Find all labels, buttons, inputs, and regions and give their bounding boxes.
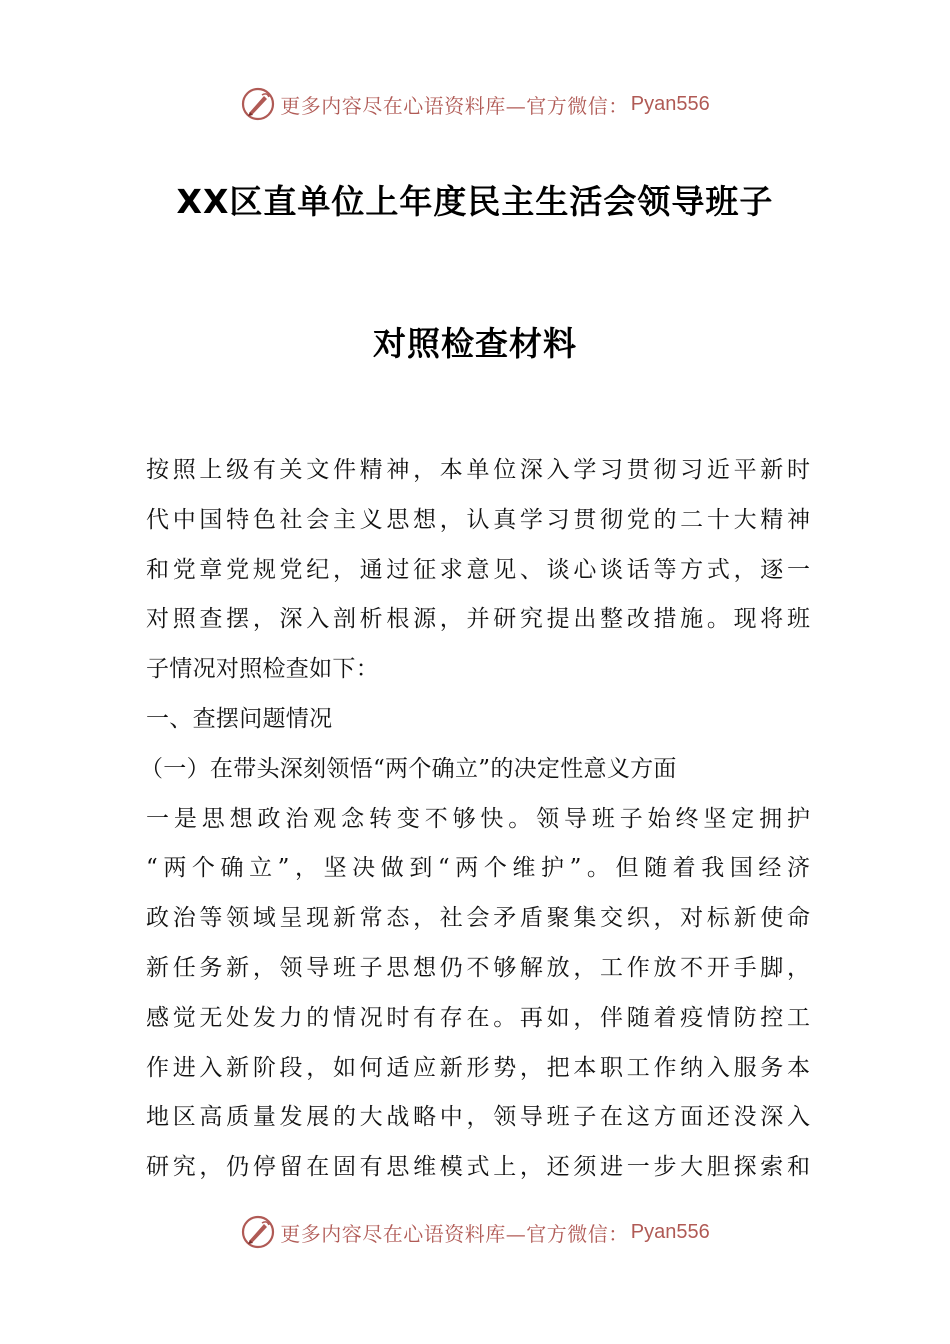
banner-text: 更多内容尽在心语资料库—官方微信：: [280, 1221, 629, 1246]
body-line: 代中国特色社会主义思想，认真学习贯彻党的二十大精神: [146, 506, 810, 533]
header-watermark-banner: [0, 84, 950, 124]
body-line: 政治等领域呈现新常态，社会矛盾聚集交织，对标新使命: [146, 905, 810, 932]
document-title-line-1: XX区直单位上年度民主生活会领导班子: [176, 182, 774, 221]
body-line: 和党章党规党纪，通过征求意见、谈心谈话等方式，逐一: [146, 556, 810, 583]
body-line: 新任务新，领导班子思想仍不够解放，工作放不开手脚，: [146, 954, 810, 981]
pen-logo-icon: [240, 86, 276, 122]
body-line: 对照查摆，深入剖析根源，并研究提出整改措施。现将班: [146, 606, 810, 633]
body-line: 感觉无处发力的情况时有存在。再如，伴随着疫情防控工: [146, 1004, 810, 1031]
body-line: 一是思想政治观念转变不够快。领导班子始终坚定拥护: [146, 805, 810, 832]
footer-watermark-banner: [0, 1212, 950, 1252]
body-line: 地区高质量发展的大战略中，领导班子在这方面还没深入: [146, 1104, 810, 1131]
section-heading: 一、查摆问题情况: [146, 705, 333, 732]
banner-text: 更多内容尽在心语资料库—官方微信：: [280, 93, 629, 118]
body-line: 子情况对照检查如下：: [146, 656, 379, 683]
subsection-heading: （一）在带头深刻领悟“两个确立”的决定性意义方面: [140, 755, 677, 782]
pen-logo-icon: [240, 1214, 276, 1250]
document-title-line-2: 对照检查材料: [373, 324, 577, 363]
banner-wechat-id: Pyan556: [630, 1220, 710, 1243]
body-line: 按照上级有关文件精神，本单位深入学习贯彻习近平新时: [146, 457, 810, 483]
body-line: “两个确立”，坚决做到“两个维护”。但随着我国经济: [146, 855, 810, 882]
banner-wechat-id: Pyan556: [630, 92, 710, 115]
document-body: [140, 446, 810, 1193]
body-line: 研究，仍停留在固有思维模式上，还须进一步大胆探索和: [146, 1154, 810, 1181]
body-line: 作进入新阶段，如何适应新形势，把本职工作纳入服务本: [146, 1054, 810, 1081]
